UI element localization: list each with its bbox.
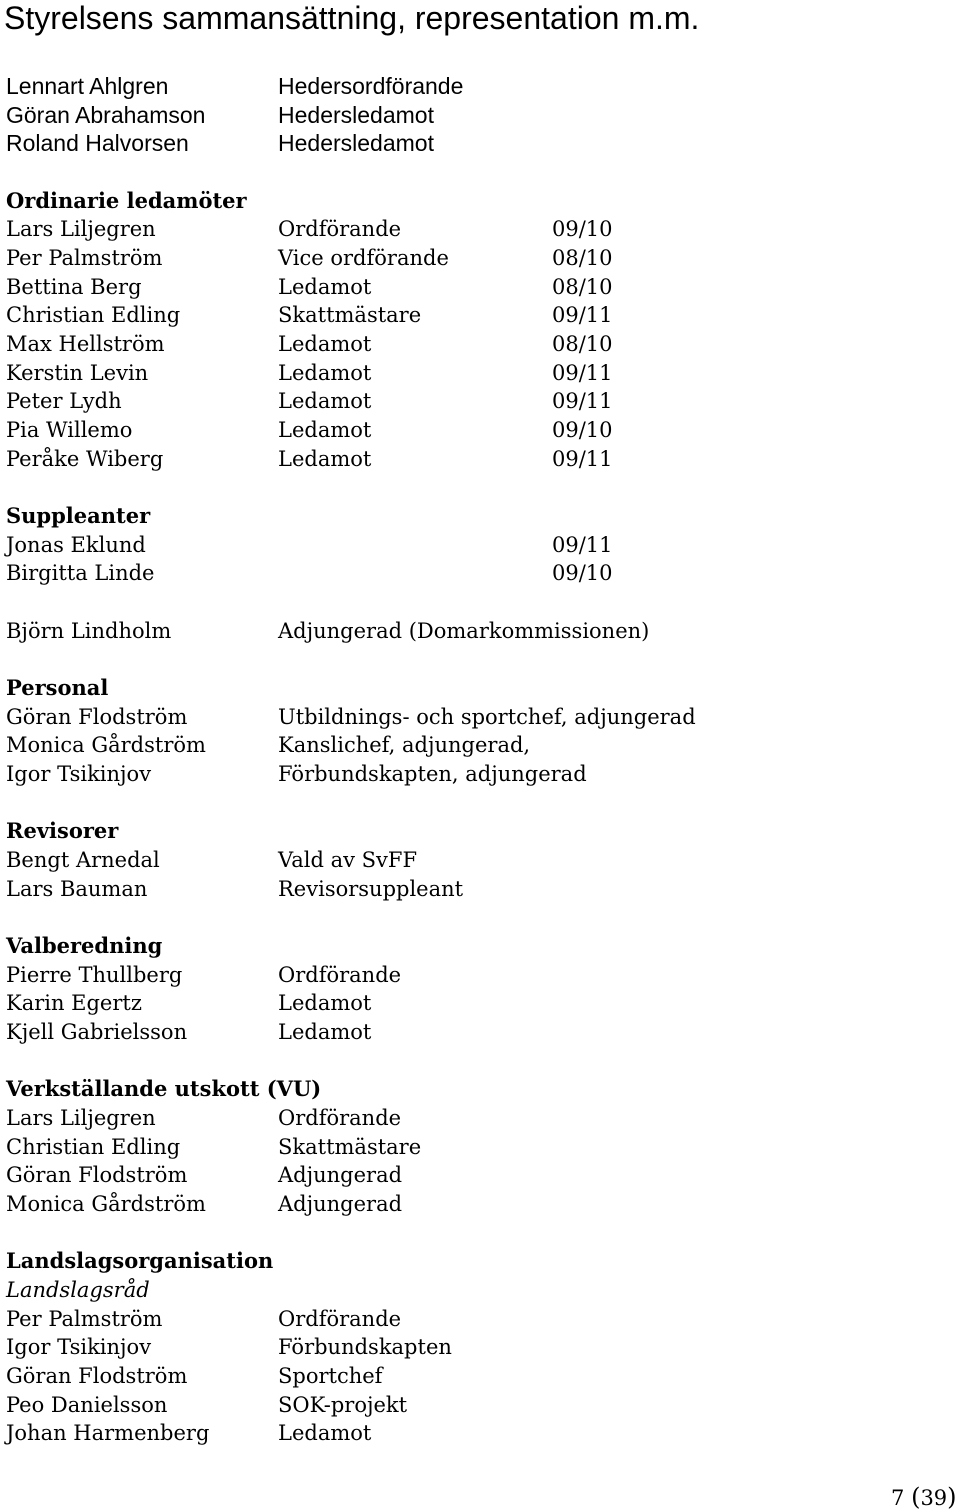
member-name: Göran Abrahamson [6,102,206,128]
member-role: Förbundskapten, adjungerad [278,762,587,786]
subheading-council [6,1276,946,1305]
section-heading-deputies [6,502,946,531]
table-row [6,215,946,244]
honorary-row [6,129,946,158]
table-row [6,1391,946,1420]
heading-text: Landslagsorganisation [6,1248,274,1273]
member-role: Ledamot [278,1020,372,1044]
member-name: Göran Flodström [6,1364,188,1388]
member-role: Skattmästare [278,1135,422,1159]
member-role: Kanslichef, adjungerad, [278,733,531,757]
member-role: Adjungerad [278,1192,403,1216]
member-term: 09/11 [552,389,613,413]
member-name: Lennart Ahlgren [6,73,169,99]
member-term: 09/11 [552,361,613,385]
member-role: Sportchef [278,1364,383,1388]
table-row [6,1104,946,1133]
member-role: Skattmästare [278,303,422,327]
member-name: Per Palmström [6,1307,163,1331]
page-number: 7 (39) [891,1483,957,1511]
member-name: Pierre Thullberg [6,963,183,987]
member-role: Adjungerad (Domarkommissionen) [278,619,650,643]
member-term: 08/10 [552,246,613,270]
member-role: Utbildnings- och sportchef, adjungerad [278,705,696,729]
heading-text: Ordinarie ledamöter [6,188,247,213]
member-name: Max Hellström [6,332,165,356]
table-row [6,559,946,588]
member-role: Ledamot [278,332,372,356]
member-name: Karin Egertz [6,991,142,1015]
member-role: Ordförande [278,963,402,987]
member-role: SOK-projekt [278,1393,408,1417]
member-role: Hedersordförande [278,73,464,99]
member-role: Ledamot [278,991,372,1015]
member-name: Per Palmström [6,246,163,270]
member-name: Pia Willemo [6,418,133,442]
table-row [6,273,946,302]
member-role: Adjungerad [278,1163,403,1187]
table-row [6,875,946,904]
member-name: Roland Halvorsen [6,130,189,156]
subheading-text: Landslagsråd [6,1278,150,1302]
member-name: Jonas Eklund [6,533,146,557]
member-name: Bengt Arnedal [6,848,160,872]
member-name: Monica Gårdström [6,733,206,757]
heading-text: Verkställande utskott (VU) [6,1076,322,1101]
table-row [6,1161,946,1190]
member-name: Peråke Wiberg [6,447,164,471]
table-row [6,617,946,646]
section-heading-ordinary [6,187,946,216]
member-term: 08/10 [552,275,613,299]
table-row [6,244,946,273]
section-heading-national-team [6,1247,946,1276]
member-role: Revisorsuppleant [278,877,464,901]
section-heading-staff [6,674,946,703]
table-row [6,961,946,990]
table-row [6,387,946,416]
heading-text: Valberedning [6,933,163,958]
page-current: 7 [891,1486,905,1510]
member-term: 09/10 [552,217,613,241]
member-role: Ledamot [278,447,372,471]
table-row [6,1305,946,1334]
member-name: Peter Lydh [6,389,122,413]
member-name: Igor Tsikinjov [6,762,152,786]
table-row [6,846,946,875]
member-term: 09/10 [552,418,613,442]
table-row [6,1333,946,1362]
honorary-row [6,72,946,101]
member-name: Björn Lindholm [6,619,172,643]
table-row [6,301,946,330]
member-role: Förbundskapten [278,1335,452,1359]
table-row [6,416,946,445]
section-heading-executive [6,1075,946,1104]
table-row [6,359,946,388]
member-name: Johan Harmenberg [6,1421,210,1445]
member-name: Lars Liljegren [6,217,156,241]
member-name: Christian Edling [6,303,181,327]
page-total: 39 [920,1486,948,1510]
member-name: Bettina Berg [6,275,142,299]
member-role: Ordförande [278,217,402,241]
member-term: 08/10 [552,332,613,356]
member-role: Ledamot [278,1421,372,1445]
member-name: Monica Gårdström [6,1192,206,1216]
heading-text: Revisorer [6,818,119,843]
member-name: Christian Edling [6,1135,181,1159]
member-name: Göran Flodström [6,705,188,729]
member-role: Ledamot [278,389,372,413]
member-role: Hedersledamot [278,130,434,156]
member-role: Ordförande [278,1106,402,1130]
member-name: Kerstin Levin [6,361,149,385]
heading-text: Personal [6,675,109,700]
table-row [6,445,946,474]
member-name: Igor Tsikinjov [6,1335,152,1359]
table-row [6,1190,946,1219]
member-name: Lars Liljegren [6,1106,156,1130]
table-row [6,330,946,359]
page-title: Styrelsens sammansättning, representation m.m. [4,0,700,36]
member-name: Peo Danielsson [6,1393,168,1417]
table-row [6,760,946,789]
member-term: 09/10 [552,561,613,585]
member-name: Kjell Gabrielsson [6,1020,188,1044]
table-row [6,531,946,560]
member-term: 09/11 [552,303,613,327]
member-role: Ordförande [278,1307,402,1331]
member-role: Vald av SvFF [278,848,418,872]
table-row [6,989,946,1018]
member-role: Ledamot [278,275,372,299]
member-term: 09/11 [552,447,613,471]
table-row [6,731,946,760]
honorary-row [6,101,946,130]
heading-text: Suppleanter [6,503,151,528]
table-row [6,1018,946,1047]
table-row [6,703,946,732]
member-role: Ledamot [278,418,372,442]
member-name: Göran Flodström [6,1163,188,1187]
table-row [6,1133,946,1162]
member-role: Hedersledamot [278,102,434,128]
member-term: 09/11 [552,533,613,557]
member-name: Birgitta Linde [6,561,155,585]
table-row [6,1419,946,1448]
section-heading-auditors [6,817,946,846]
table-row [6,1362,946,1391]
member-name: Lars Bauman [6,877,148,901]
section-heading-nomination [6,932,946,961]
member-role: Vice ordförande [278,246,449,270]
member-role: Ledamot [278,361,372,385]
